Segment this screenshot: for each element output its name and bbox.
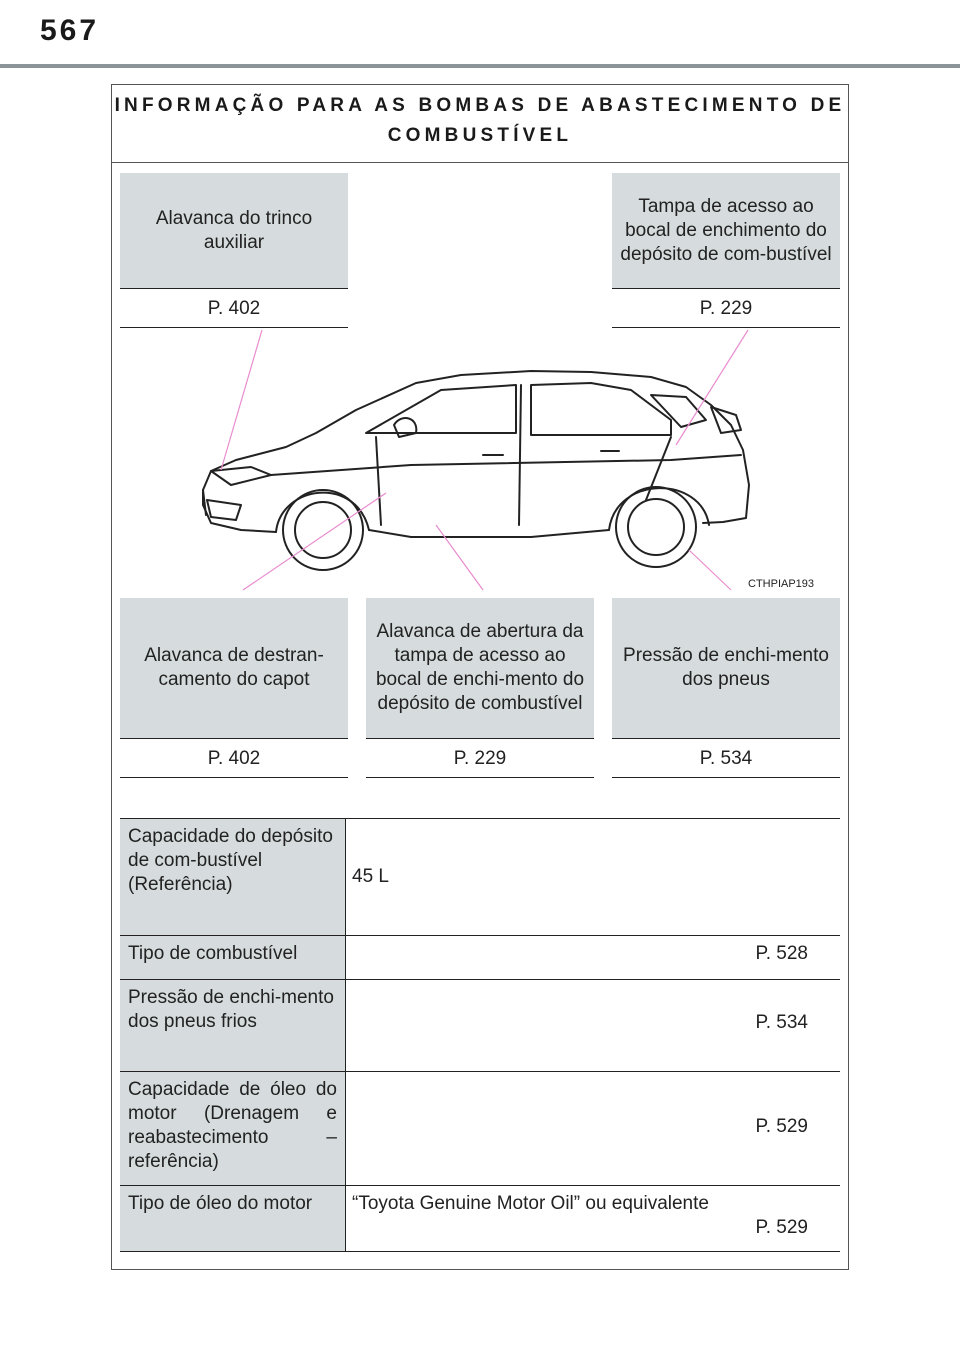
spec-label: Tipo de combustível (120, 936, 346, 979)
header-rule (0, 64, 960, 68)
table-row (120, 1071, 840, 1185)
page-number: 567 (40, 14, 100, 47)
table-row (120, 935, 840, 979)
spec-ref: P. 528 (755, 943, 808, 964)
spec-label: Capacidade de óleo do motor (Drenagem e reabastecimento – referência) (120, 1072, 346, 1185)
callout-hood-lock-release-label: Alavanca de destran-camento do capot (144, 645, 324, 690)
callout-fuel-door (612, 173, 840, 289)
spec-value (346, 980, 840, 1071)
callout-hood-lock-release (120, 598, 348, 739)
spec-value (346, 1186, 840, 1251)
callout-hood-lock-release-page: P. 402 (120, 740, 348, 778)
callout-tire-pressure-page: P. 534 (612, 740, 840, 778)
spec-value (346, 1072, 840, 1185)
table-row (120, 818, 840, 935)
spec-value (346, 936, 840, 979)
callout-auxiliary-catch-lever (120, 173, 348, 289)
spec-value (346, 819, 840, 935)
table-row (120, 1185, 840, 1252)
illustration-code: CTHPIAP193 (748, 578, 815, 590)
spec-ref: P. 534 (755, 1012, 808, 1033)
spec-label: Pressão de enchi-mento dos pneus frios (120, 980, 346, 1071)
callout-fuel-door-label: Tampa de acesso ao bocal de enchimento do depósito de com-bustível (620, 195, 832, 265)
callout-fuel-door-page: P. 229 (612, 290, 840, 328)
spec-label: Tipo de óleo do motor (120, 1186, 346, 1251)
spec-table (120, 818, 840, 1252)
callout-auxiliary-catch-lever-page: P. 402 (120, 290, 348, 328)
frame-title-line1: INFORMAÇÃO PARA AS BOMBAS DE ABASTECIMENTO DE (114, 95, 846, 116)
callout-tire-pressure-label: Pressão de enchi-mento dos pneus (623, 645, 829, 690)
spec-ref: P. 529 (755, 1217, 808, 1238)
spec-ref: P. 529 (755, 1116, 808, 1137)
callout-tire-pressure (612, 598, 840, 739)
car-illustration (111, 325, 849, 600)
frame-title (112, 85, 848, 163)
callout-fuel-door-opener (366, 598, 594, 739)
spec-label: Capacidade do depósito de com-bustível (Referência) (120, 819, 346, 935)
spec-value-text: “Toyota Genuine Motor Oil” ou equivalente (352, 1193, 709, 1214)
callout-auxiliary-catch-lever-label: Alavanca do trinco auxiliar (155, 207, 313, 253)
table-row (120, 979, 840, 1071)
frame-title-line2: COMBUSTÍVEL (387, 125, 573, 146)
callout-fuel-door-opener-page: P. 229 (366, 740, 594, 778)
callout-fuel-door-opener-label: Alavanca de abertura da tampa de acesso ao bocal de enchi-mento do depósito de combustível (375, 621, 585, 714)
spec-value-text: 45 L (352, 866, 389, 887)
